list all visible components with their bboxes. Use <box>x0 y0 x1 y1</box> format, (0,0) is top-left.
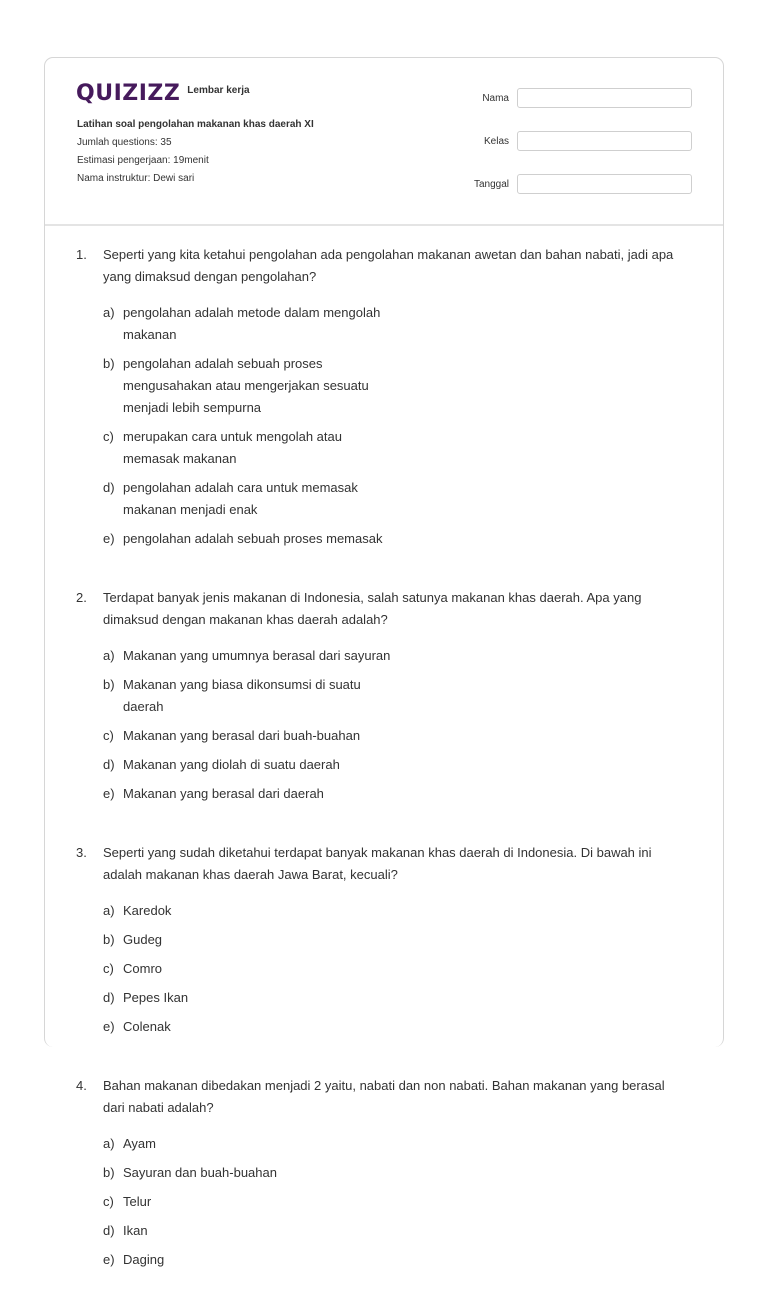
worksheet-title: Latihan soal pengolahan makanan khas daerah XI <box>77 119 314 130</box>
answer-option <box>103 1191 402 1213</box>
name-field-row <box>445 87 692 109</box>
question-text: Bahan makanan dibedakan menjadi 2 yaitu, nabati dan non nabati. Bahan makanan yang berasal dari nabati adalah? <box>103 1078 665 1115</box>
date-field[interactable] <box>517 174 692 194</box>
option-text: Pepes Ikan <box>123 990 189 1005</box>
answer-option <box>103 353 402 419</box>
question-item <box>76 244 686 557</box>
option-label: d) <box>103 480 115 495</box>
answer-option <box>103 1016 402 1038</box>
answer-option <box>103 900 402 922</box>
option-text: Makanan yang diolah di suatu daerah <box>123 757 340 772</box>
worksheet-label: Lembar kerja <box>187 85 250 96</box>
option-text: pengolahan adalah metode dalam mengolah makanan <box>123 305 381 342</box>
question-header <box>76 842 686 886</box>
date-field-row <box>445 173 692 195</box>
option-list <box>103 1133 686 1278</box>
answer-option <box>103 1162 402 1184</box>
answer-option <box>103 1249 402 1271</box>
option-label: c) <box>103 429 114 444</box>
option-text: Ikan <box>123 1223 148 1238</box>
class-label: Kelas <box>483 135 509 147</box>
option-text: Makanan yang berasal dari buah-buahan <box>123 728 361 743</box>
question-item <box>76 1075 686 1278</box>
question-header <box>76 1075 686 1119</box>
question-number: 2. <box>76 590 87 605</box>
option-text: Comro <box>123 961 163 976</box>
question-item <box>76 842 686 1045</box>
option-label: c) <box>103 728 114 743</box>
option-label: e) <box>103 531 115 546</box>
question-header <box>76 244 686 288</box>
option-text: Sayuran dan buah-buahan <box>123 1165 277 1180</box>
answer-option <box>103 528 402 550</box>
option-text: Telur <box>123 1194 152 1209</box>
name-field[interactable] <box>517 88 692 108</box>
answer-option <box>103 477 402 521</box>
question-text: Seperti yang sudah diketahui terdapat banyak makanan khas daerah di Indonesia. Di bawah ini adalah makanan khas daerah Jawa Barat, kecuali? <box>103 845 652 882</box>
option-text: Colenak <box>123 1019 171 1034</box>
answer-option <box>103 426 402 470</box>
date-label: Tanggal <box>473 178 509 190</box>
question-item <box>76 587 686 812</box>
option-text: Karedok <box>123 903 172 918</box>
option-text: Makanan yang biasa dikonsumsi di suatu daerah <box>123 677 361 714</box>
option-list <box>103 645 686 812</box>
answer-option <box>103 783 402 805</box>
option-text: Makanan yang berasal dari daerah <box>123 786 324 801</box>
option-label: c) <box>103 961 114 976</box>
questions-count: Jumlah questions: 35 <box>77 137 172 148</box>
option-label: c) <box>103 1194 114 1209</box>
option-text: Daging <box>123 1252 165 1267</box>
option-label: b) <box>103 932 115 947</box>
option-text: Gudeg <box>123 932 163 947</box>
answer-option <box>103 1220 402 1242</box>
question-header <box>76 587 686 631</box>
question-text: Terdapat banyak jenis makanan di Indonesia, salah satunya makanan khas daerah. Apa yang dimaksud dengan makanan khas daerah adalah? <box>103 590 642 627</box>
instructor-name: Nama instruktur: Dewi sari <box>77 173 195 184</box>
question-list <box>76 244 686 1308</box>
answer-option <box>103 725 402 747</box>
worksheet-header <box>45 58 723 226</box>
option-label: b) <box>103 356 115 371</box>
option-label: b) <box>103 677 115 692</box>
name-label: Nama <box>482 92 509 104</box>
option-label: d) <box>103 757 115 772</box>
option-label: d) <box>103 1223 115 1238</box>
brand <box>76 81 250 106</box>
answer-option <box>103 929 402 951</box>
option-text: merupakan cara untuk mengolah atau memasak makanan <box>123 429 342 466</box>
option-text: pengolahan adalah sebuah proses memasak <box>123 531 383 546</box>
question-text: Seperti yang kita ketahui pengolahan ada pengolahan makanan awetan dan bahan nabati, jadi apa yang dimaksud dengan pengolahan? <box>103 247 674 284</box>
question-number: 4. <box>76 1078 87 1093</box>
option-label: d) <box>103 990 115 1005</box>
answer-option <box>103 302 402 346</box>
option-label: e) <box>103 1019 115 1034</box>
class-field-row <box>445 130 692 152</box>
quizizz-logo: QUIZIZZ <box>76 81 181 106</box>
answer-option <box>103 674 402 718</box>
worksheet-meta <box>77 117 317 188</box>
option-list <box>103 302 686 557</box>
estimated-time: Estimasi pengerjaan: 19menit <box>77 155 209 166</box>
option-text: pengolahan adalah sebuah proses mengusahakan atau mengerjakan sesuatu menjadi lebih sempurna <box>123 356 369 415</box>
worksheet-card <box>44 57 724 1267</box>
answer-option <box>103 987 402 1009</box>
option-label: a) <box>103 903 115 918</box>
option-label: b) <box>103 1165 115 1180</box>
option-label: a) <box>103 305 115 320</box>
option-list <box>103 900 686 1045</box>
answer-option <box>103 754 402 776</box>
answer-option <box>103 1133 402 1155</box>
question-number: 1. <box>76 247 87 262</box>
option-text: Makanan yang umumnya berasal dari sayuran <box>123 648 391 663</box>
option-label: e) <box>103 1252 115 1267</box>
class-field[interactable] <box>517 131 692 151</box>
option-label: a) <box>103 1136 115 1151</box>
option-text: Ayam <box>123 1136 156 1151</box>
answer-option <box>103 958 402 980</box>
option-label: a) <box>103 648 115 663</box>
option-text: pengolahan adalah cara untuk memasak makanan menjadi enak <box>123 480 358 517</box>
answer-option <box>103 645 402 667</box>
option-label: e) <box>103 786 115 801</box>
student-fields <box>445 87 692 216</box>
question-number: 3. <box>76 845 87 860</box>
